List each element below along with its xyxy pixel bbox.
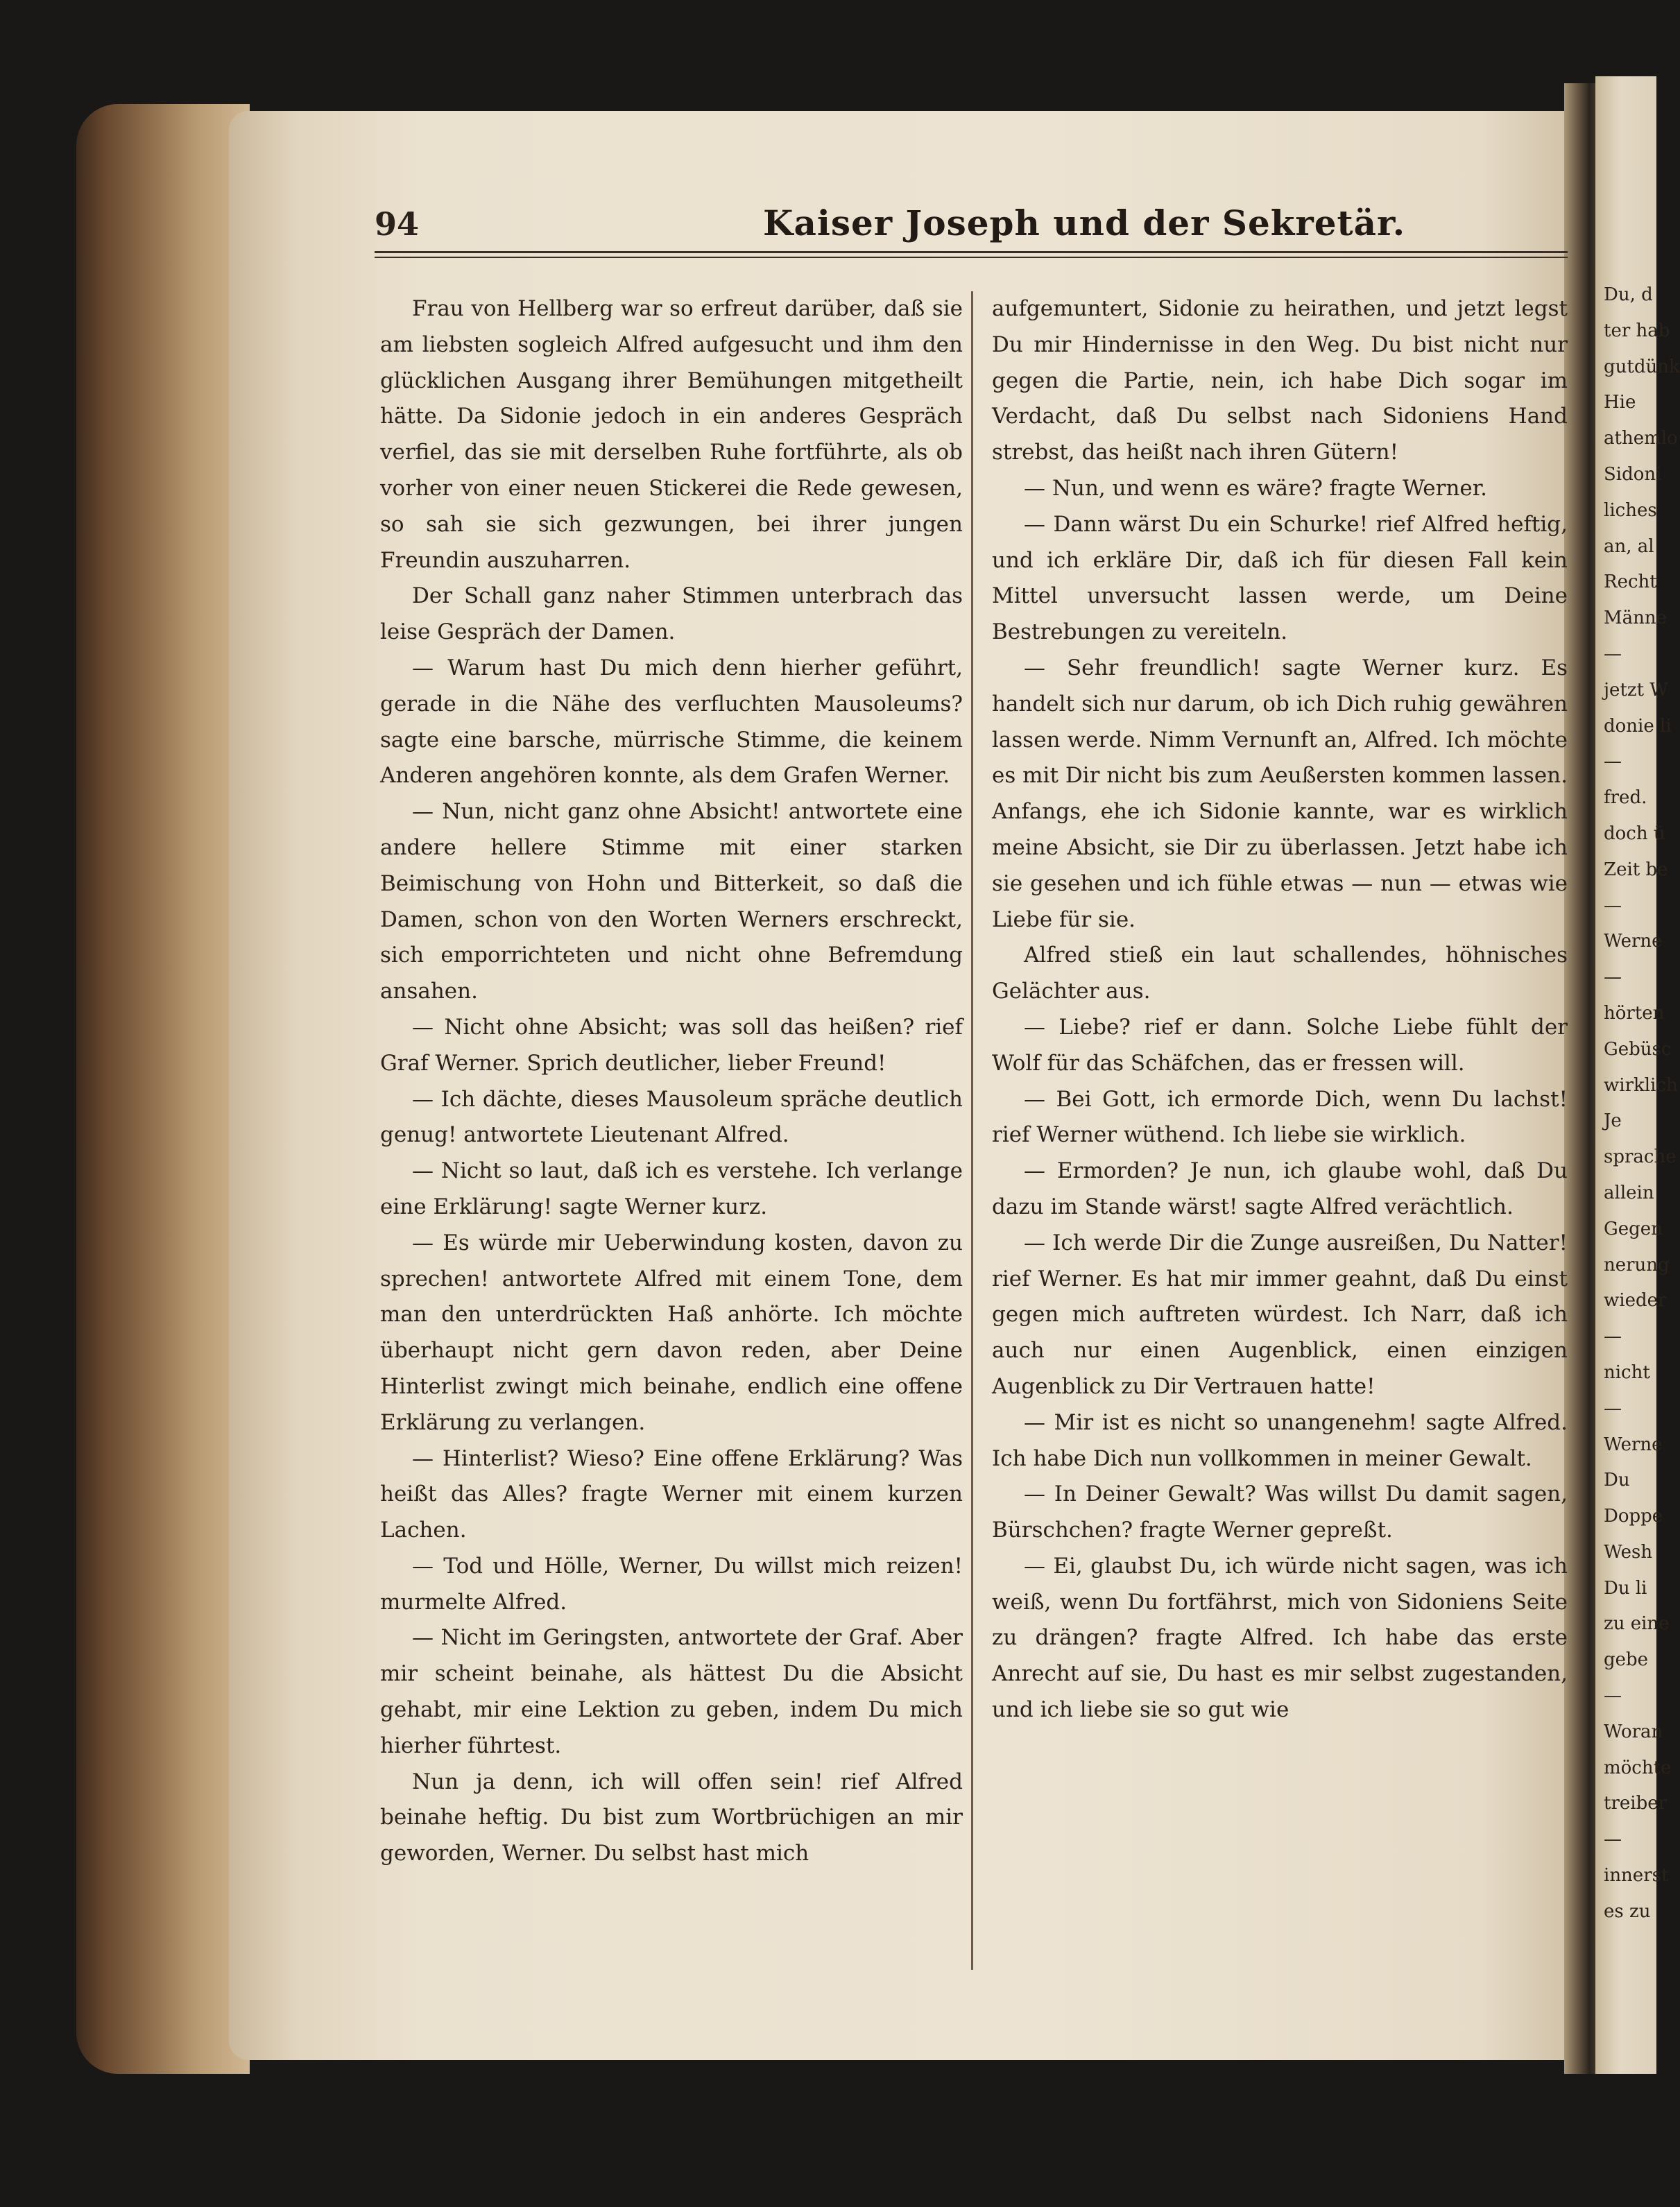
paragraph: — In Deiner Gewalt? Was willst Du damit sagen, Bürschchen? fragte Werner gepreßt. <box>992 1482 1568 1543</box>
paragraph: — Nicht so laut, daß ich es verstehe. Ich verlange eine Erklärung! sagte Werner kurz. <box>380 1158 963 1219</box>
paragraph: — Nicht ohne Absicht; was soll das heißen? rief Graf Werner. Sprich deutlicher, lieber Freund! <box>380 1014 963 1076</box>
fragment-line: wieder <box>1604 1290 1667 1312</box>
page-number: 94 <box>375 205 420 243</box>
fragment-line: Zeit be <box>1604 859 1668 880</box>
fragment-line: möchte <box>1604 1757 1672 1778</box>
paragraph: — Hinterlist? Wieso? Eine offene Erklärung? Was heißt das Alles? fragte Werner mit einem kurzen Lachen. <box>380 1445 963 1543</box>
paragraph: aufgemuntert, Sidonie zu heirathen, und jetzt legst Du mir Hindernisse in den Weg. Du bist nicht nur gegen die Partie, nein, ich habe Dich sogar im Verdacht, daß Du selbst nach Sidoniens Hand strebst, das heißt nach ihren Gütern! <box>992 296 1568 465</box>
fragment-line: — <box>1604 895 1622 916</box>
paragraph: — Liebe? rief er dann. Solche Liebe fühlt der Wolf für das Schäfchen, das er fressen will. <box>992 1014 1568 1076</box>
fragment-line: — <box>1604 967 1622 988</box>
paragraph: Alfred stieß ein laut schallendes, höhnisches Gelächter aus. <box>992 943 1568 1004</box>
fragment-line: hörten <box>1604 1002 1665 1024</box>
fragment-line: Du, d <box>1604 284 1653 305</box>
fragment-line: nicht <box>1604 1362 1650 1383</box>
paragraph: — Dann wärst Du ein Schurke! rief Alfred heftig, und ich erkläre Dir, daß ich für diesen Fall kein Mittel unversucht lassen werde, um Deine Bestrebungen zu vereiteln. <box>992 511 1568 645</box>
fragment-line: ter hab <box>1604 320 1670 341</box>
fragment-line: — <box>1604 1326 1622 1348</box>
header-rule-top <box>375 251 1568 253</box>
running-title: Kaiser Joseph und der Sekretär. <box>763 203 1406 243</box>
paragraph: Der Schall ganz naher Stimmen unterbrach das leise Gespräch der Damen. <box>380 583 963 645</box>
fragment-line: wirklich <box>1604 1074 1678 1096</box>
fragment-line: jetzt W <box>1604 679 1669 701</box>
left-column <box>380 291 963 1872</box>
paragraph: — Nun, nicht ganz ohne Absicht! antwortete eine andere hellere Stimme mit einer starken Beimischung von Hohn und Bitterkeit, so daß die Damen, schon von den Worten Werners erschreckt, sich emporrichteten und nicht ohne Befremdung ansahen. <box>380 799 963 1004</box>
fragment-line: liches <box>1604 499 1657 521</box>
fragment-line: Sidoni <box>1604 463 1662 485</box>
fragment-line: Werne <box>1604 931 1663 952</box>
fragment-line: sprache <box>1604 1147 1677 1168</box>
fragment-line: athemlo <box>1604 428 1678 449</box>
fragment-line: fred. <box>1604 787 1647 809</box>
paragraph: Nun ja denn, ich will offen sein! rief Alfred beinahe heftig. Du bist zum Wortbrüchigen an mir geworden, Werner. Du selbst hast mich <box>380 1769 963 1866</box>
fragment-line: Du <box>1604 1470 1630 1491</box>
fragment-line: an, al <box>1604 535 1654 557</box>
fragment-line: Wesh <box>1604 1541 1653 1563</box>
fragment-line: Werne <box>1604 1434 1663 1455</box>
fragment-line: gutdünk <box>1604 356 1680 377</box>
paragraph: — Tod und Hölle, Werner, Du willst mich reizen! murmelte Alfred. <box>380 1553 963 1615</box>
paragraph: — Es würde mir Ueberwindung kosten, davon zu sprechen! antwortete Alfred mit einem Tone, dem man den unterdrückten Haß anhörte. Ich möchte überhaupt nicht gern davon reden, aber Deine Hinterlist zwingt mich beinahe, endlich eine offene Erklärung zu verlangen. <box>380 1230 963 1435</box>
fragment-line: allein <box>1604 1182 1654 1203</box>
paragraph: — Ich werde Dir die Zunge ausreißen, Du Natter! rief Werner. Es hat mir immer geahnt, daß Du einst gegen mich auftreten würdest. Ich Narr, daß ich auch nur einen Augenblick, einen einzigen Augenblick zu Dir Vertrauen hatte! <box>992 1230 1568 1399</box>
paragraph: — Mir ist es nicht so unangenehm! sagte Alfred. Ich habe Dich nun vollkommen in meiner Gewalt. <box>992 1409 1568 1471</box>
paragraph: — Ermorden? Je nun, ich glaube wohl, daß Du dazu im Stande wärst! sagte Alfred verächtlich. <box>992 1158 1568 1219</box>
fragment-line: Woran <box>1604 1721 1663 1742</box>
fragment-line: Doppe <box>1604 1506 1663 1527</box>
fragment-line: Recht <box>1604 572 1657 593</box>
page-block-edge <box>76 104 250 2074</box>
fragment-line: — <box>1604 1398 1622 1419</box>
fragment-line: Gebüsc <box>1604 1038 1672 1060</box>
fragment-line: — <box>1604 1685 1622 1707</box>
fragment-line: donie li <box>1604 715 1672 737</box>
paragraph: — Nun, und wenn es wäre? fragte Werner. <box>1024 475 1488 501</box>
paragraph: Frau von Hellberg war so erfreut darüber, daß sie am liebsten sogleich Alfred aufgesucht und ihm den glücklichen Ausgang ihrer Bemühungen mitgetheilt hätte. Da Sidonie jedoch in ein anderes Gespräch verfiel, das sie mit derselben Ruhe fortführte, als ob vorher von einer neuen Stickerei die Rede gewesen, so sah sie sich gezwungen, bei ihrer jungen Freundin auszuharren. <box>380 296 963 573</box>
column-divider <box>971 291 973 1970</box>
paragraph: — Ich dächte, dieses Mausoleum spräche deutlich genug! antwortete Lieutenant Alfred. <box>380 1086 963 1148</box>
fragment-line: Du li <box>1604 1577 1647 1599</box>
fragment-line: — <box>1604 751 1622 773</box>
right-column <box>992 291 1568 1728</box>
fragment-line: — <box>1604 643 1622 664</box>
next-page-fragment <box>1604 277 1680 1930</box>
paragraph: — Sehr freundlich! sagte Werner kurz. Es handelt sich nur darum, ob ich Dich ruhig gewähren lassen werde. Nimm Vernunft an, Alfred. Ich möchte es mit Dir nicht bis zum Aeußersten kommen lassen. Anfangs, ehe ich Sidonie kannte, war es wirklich meine Absicht, sie Dir zu überlassen. Jetzt habe ich sie gesehen und ich fühle etwas — nun — etwas wie Liebe für sie. <box>992 655 1568 932</box>
fragment-line: Hie <box>1604 392 1636 413</box>
paragraph: — Bei Gott, ich ermorde Dich, wenn Du lachst! rief Werner wüthend. Ich liebe sie wirklich. <box>992 1086 1568 1148</box>
fragment-line: nerung <box>1604 1254 1670 1276</box>
fragment-line: innerst <box>1604 1865 1669 1887</box>
page-header <box>375 201 1568 250</box>
fragment-line: Gegen <box>1604 1218 1663 1239</box>
fragment-line: Je <box>1604 1110 1622 1132</box>
paragraph: — Ei, glaubst Du, ich würde nicht sagen, was ich weiß, wenn Du fortfährst, mich von Sidoniens Seite zu drängen? fragte Alfred. Ich habe das erste Anrecht auf sie, Du hast es mir selbst zugestanden, und ich liebe sie so gut wie <box>992 1553 1568 1723</box>
fragment-line: treiber <box>1604 1793 1668 1814</box>
header-rule-bottom <box>375 257 1568 258</box>
fragment-line: es zu <box>1604 1900 1651 1922</box>
fragment-line: doch ü <box>1604 823 1665 844</box>
fragment-line: — <box>1604 1829 1622 1850</box>
paragraph: — Warum hast Du mich denn hierher geführt, gerade in die Nähe des verfluchten Mausoleums? sagte eine barsche, mürrische Stimme, die keinem Anderen angehören konnte, als dem Grafen Werner. <box>380 655 963 789</box>
fragment-line: Männe <box>1604 608 1667 629</box>
fragment-line: gebe <box>1604 1649 1649 1671</box>
paragraph: — Nicht im Geringsten, antwortete der Graf. Aber mir scheint beinahe, als hättest Du die Absicht gehabt, mir eine Lektion zu geben, indem Du mich hierher führtest. <box>380 1625 963 1758</box>
fragment-line: zu eine <box>1604 1613 1670 1635</box>
